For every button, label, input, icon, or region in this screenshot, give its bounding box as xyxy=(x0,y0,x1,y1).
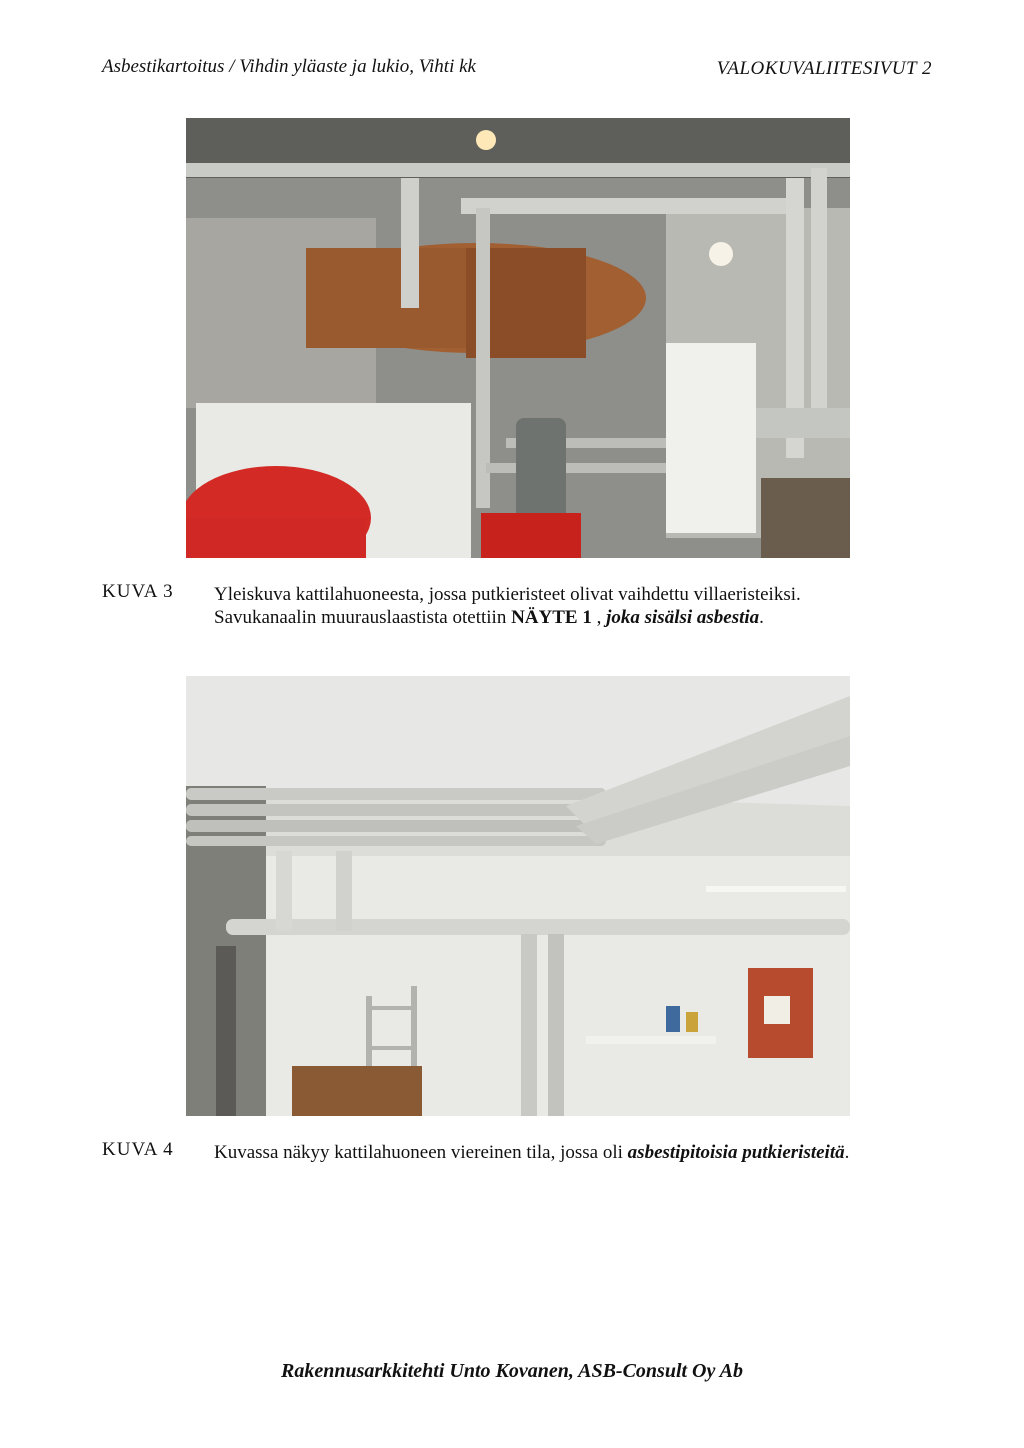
footer-author: Rakennusarkkitehti Unto Kovanen, ASB-Consult Oy Ab xyxy=(281,1360,743,1382)
figure-3-label: KUVA 3 xyxy=(102,581,174,602)
figure-4-caption-period: . xyxy=(844,1142,850,1163)
figure-3-caption xyxy=(214,583,801,629)
sample-label: NÄYTE 1 xyxy=(511,607,592,628)
figure-4-caption xyxy=(214,1141,849,1164)
header-document-title: Asbestikartoitus / Vihdin yläaste ja lukio, Vihti kk xyxy=(102,56,476,77)
asbestos-finding: joka sisälsi asbestia xyxy=(606,607,760,628)
asbestos-pipe-insulation: asbestipitoisia putkieristeitä xyxy=(627,1142,845,1163)
figure-3-caption-period: . xyxy=(759,607,764,628)
figure-3-caption-line1: Yleiskuva kattilahuoneesta, jossa putkieristeet olivat vaihdettu villaeristeiksi. xyxy=(214,584,801,605)
figure-4-caption-text: Kuvassa näkyy kattilahuoneen viereinen tila, jossa oli xyxy=(214,1142,628,1163)
figure-3-caption-line2 xyxy=(214,606,801,629)
photo-boiler-room xyxy=(186,118,850,558)
photo-adjacent-room xyxy=(186,676,850,1116)
header-page-label: VALOKUVALIITESIVUT 2 xyxy=(716,58,932,79)
figure-3-caption-separator: , xyxy=(591,607,607,628)
figure-4-label: KUVA 4 xyxy=(102,1139,174,1160)
figure-3-caption-text: Savukanaalin muurauslaastista otettiin xyxy=(214,607,512,628)
